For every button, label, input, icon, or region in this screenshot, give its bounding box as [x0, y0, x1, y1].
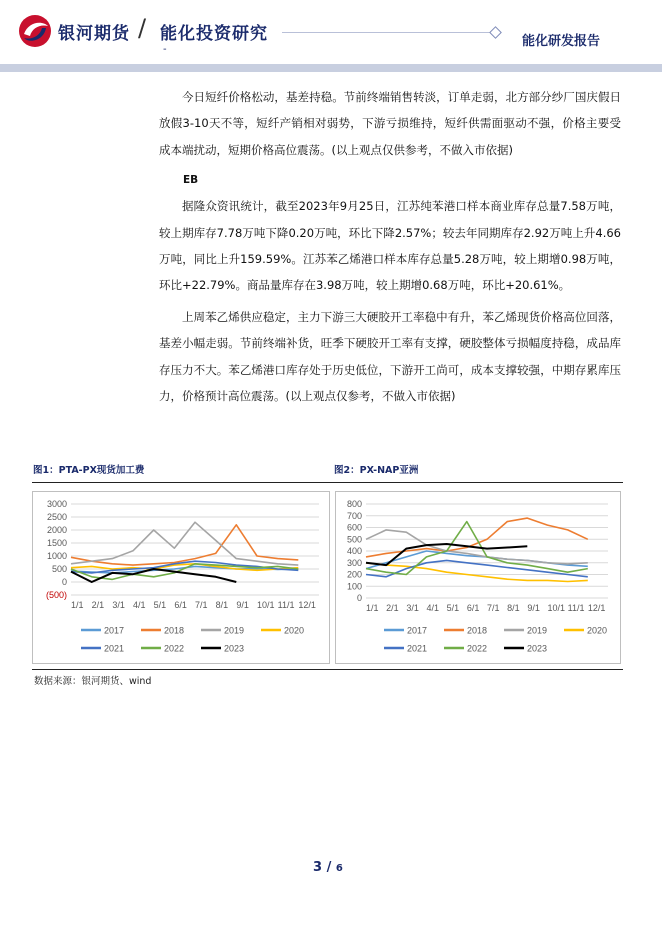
- y-tick-label: 100: [346, 581, 362, 592]
- header-bar: [0, 64, 662, 72]
- data-source: 数据来源：银河期货、wind: [34, 676, 152, 687]
- x-tick-label: 11/1: [567, 603, 585, 613]
- legend-label-2023: 2023: [224, 643, 245, 654]
- x-tick-label: 12/1: [587, 603, 606, 613]
- x-tick-label: 3/1: [406, 603, 419, 613]
- y-tick-label: 600: [346, 522, 362, 533]
- page-current: 3: [313, 860, 323, 875]
- x-tick-label: 4/1: [133, 600, 146, 610]
- paragraph-inventory: 据隆众资讯统计，截至2023年9月25日，江苏纯苯港口样本商业库存总量7.58万吨，较上期库存7.78万吨下降0.20万吨，环比下降2.57%；较去年同期库存2.92万吨上升4.66万吨，同比上升159.59%。江苏苯乙烯港口样本库存总量5.28万吨，较上期增0.98万吨，环比+22.79%。商品量库存在3.98万吨，较上期增0.68万吨，环比+20.61%。: [159, 199, 621, 293]
- x-tick-label: 6/1: [174, 600, 187, 610]
- x-tick-label: 3/1: [112, 600, 125, 610]
- eb-heading: EB: [183, 174, 199, 187]
- page-header: [0, 0, 662, 70]
- x-tick-label: 2/1: [386, 603, 399, 613]
- legend-label-2023: 2023: [527, 643, 548, 654]
- report-type: 能化研发报告: [522, 34, 601, 49]
- legend-label-2021: 2021: [407, 643, 428, 654]
- x-tick-label: 6/1: [466, 603, 480, 613]
- legend-label-2018: 2018: [467, 625, 488, 636]
- x-tick-label: 5/1: [446, 603, 460, 613]
- x-tick-label: 10/1: [257, 600, 275, 610]
- legend-label-2020: 2020: [587, 625, 608, 636]
- x-tick-label: 7/1: [487, 603, 500, 613]
- x-tick-label: 11/1: [277, 600, 295, 610]
- diamond-icon: [489, 26, 502, 39]
- y-tick-label: 800: [346, 499, 362, 509]
- x-tick-label: 7/1: [195, 600, 208, 610]
- y-tick-label: 1000: [46, 551, 67, 561]
- chart-pta-px: [32, 491, 330, 664]
- legend-label-2020: 2020: [284, 625, 305, 636]
- x-tick-label: 8/1: [215, 600, 229, 610]
- header-slash: /: [138, 14, 147, 42]
- series-line-2019: [71, 522, 298, 565]
- brand-name: 银河期货: [58, 24, 130, 44]
- page-total: 6: [335, 863, 343, 874]
- x-tick-label: 12/1: [298, 600, 316, 610]
- figure1-title: 图1：PTA-PX现货加工费: [33, 465, 145, 476]
- figure-bottom-rule: [32, 669, 623, 670]
- y-tick-label: (500): [45, 590, 67, 600]
- x-tick-label: 1/1: [366, 603, 379, 613]
- x-tick-label: 1/1: [71, 600, 84, 610]
- y-tick-label: 3000: [46, 499, 67, 509]
- y-tick-label: 1500: [46, 538, 67, 548]
- y-tick-label: 500: [346, 534, 362, 545]
- chart-px-nap: [335, 491, 621, 664]
- page-number: [313, 860, 343, 875]
- legend-label-2017: 2017: [104, 625, 125, 636]
- y-tick-label: 700: [346, 510, 362, 521]
- y-tick-label: 0: [61, 577, 67, 587]
- legend-label-2017: 2017: [407, 625, 428, 636]
- x-tick-label: 2/1: [91, 600, 105, 610]
- galaxy-logo-icon: [18, 14, 52, 48]
- y-tick-label: 200: [346, 569, 362, 580]
- header-rule: [282, 32, 490, 33]
- legend-label-2019: 2019: [527, 625, 548, 636]
- header-dash: -: [163, 44, 167, 55]
- x-tick-label: 9/1: [527, 603, 540, 613]
- paragraph-staple-fiber: 今日短纤价格松动，基差持稳。节前终端销售转淡，订单走弱，北方部分纱厂国庆假日放假3-10天不等，短纤产销相对弱势，下游亏损维持，短纤供需面驱动不强，价格主要受成本端扰动，短期价格高位震荡。(以上观点仅供参考，不做入市依据): [159, 90, 621, 157]
- body-text: [159, 84, 621, 409]
- chart-px-nap-svg: [336, 492, 620, 663]
- x-tick-label: 10/1: [547, 603, 566, 613]
- legend-label-2019: 2019: [224, 625, 245, 636]
- page-sep: /: [322, 860, 336, 875]
- figure2-title: 图2：PX-NAP亚洲: [334, 465, 419, 476]
- section-title: 能化投资研究: [160, 24, 268, 44]
- x-tick-label: 4/1: [426, 603, 440, 613]
- legend-label-2018: 2018: [164, 625, 185, 636]
- x-tick-label: 8/1: [507, 603, 520, 613]
- y-tick-label: 400: [346, 546, 362, 556]
- chart-pta-px-svg: [33, 492, 329, 663]
- x-tick-label: 9/1: [236, 600, 249, 610]
- y-tick-label: 300: [346, 557, 362, 568]
- legend-label-2022: 2022: [164, 643, 185, 654]
- x-tick-label: 5/1: [153, 600, 167, 610]
- y-tick-label: 2000: [46, 525, 67, 535]
- y-tick-label: 500: [51, 564, 67, 574]
- legend-label-2022: 2022: [467, 643, 488, 654]
- figure-top-rule: [32, 482, 623, 483]
- legend-label-2021: 2021: [104, 643, 125, 654]
- paragraph-styrene: 上周苯乙烯供应稳定，主力下游三大硬胶开工率稳中有升，苯乙烯现货价格高位回落，基差小幅走弱。节前终端补货，旺季下硬胶开工率有支撑，硬胶整体亏损幅度持稳，成品库存压力不大。苯乙烯港口库存处于历史低位，下游开工尚可，成本支撑较强，中期存累库压力，价格预计高位震荡。(以上观点仅参考，不做入市依据): [159, 309, 621, 404]
- y-tick-label: 0: [356, 593, 362, 603]
- y-tick-label: 2500: [46, 512, 67, 522]
